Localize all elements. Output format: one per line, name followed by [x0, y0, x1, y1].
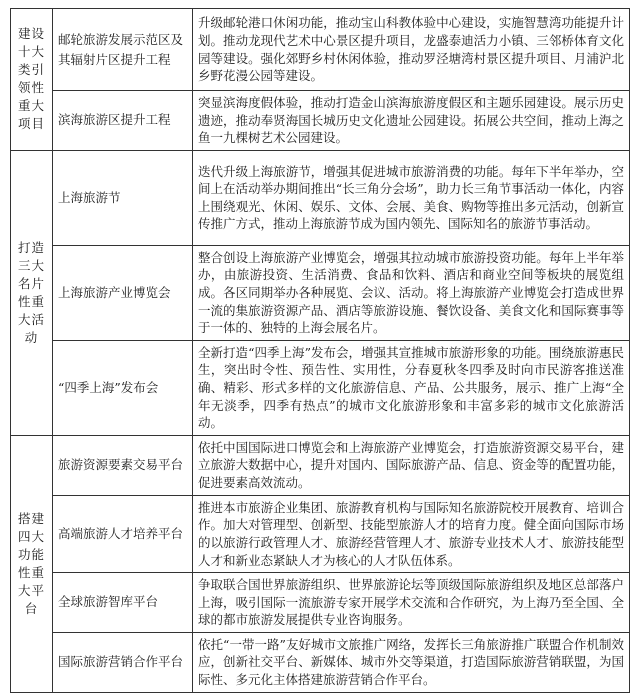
table-row [11, 435, 630, 495]
category-cell: 建设十大类引领性重大项目 [11, 9, 53, 151]
project-description-cell: 整合创设上海旅游产业博览会，增强其拉动城市旅游投资功能。每年上半年举办，由旅游投资、生活消费、食品和饮料、酒店和商业空间等板块的展览组成。各区同期举办各种展览、会议、活动。将上海旅游产业博览会打造成世界一流的集旅游资源产品、酒店等旅游设施、餐饮设备、美食文化和国际赛事等于一体的、独特的上海会展名片。 [193, 245, 630, 340]
project-description-cell: 升级邮轮港口休闲功能，推动宝山科教体验中心建设，实施智慧湾功能提升计划。推动龙现代艺术中心景区提升项目，龙盛泰迪活力小镇、三邻桥体育文化园等建设。强化郊野乡村休闲体验，推动罗泾塘湾村景区提升项目、月浦沪北乡野花漫公园等建设。 [193, 9, 630, 91]
table-row [11, 150, 630, 245]
project-name-cell: 上海旅游节 [53, 150, 193, 245]
project-description-cell: 全新打造“四季上海”发布会，增强其宣推城市旅游形象的功能。围绕旅游惠民生，突出时令性、预告性、实用性，分春夏秋冬四季及时向市民游客推送准确、精彩、形式多样的文化旅游信息、产品、公共服务，展示、推广上海“全年无淡季，四季有热点”的城市文化旅游形象和丰富多彩的城市文化旅游活动。 [193, 340, 630, 435]
project-name-cell: 旅游资源要素交易平台 [53, 435, 193, 495]
table-row [11, 495, 630, 572]
project-name-cell: 高端旅游人才培养平台 [53, 495, 193, 572]
project-name-cell: 国际旅游营销合作平台 [53, 632, 193, 692]
project-description-cell: 推进本市旅游企业集团、旅游教育机构与国际知名旅游院校开展教育、培训合作。加大对管理型、创新型、技能型旅游人才的培育力度。健全面向国际市场的以旅游行政管理人才、旅游经营管理人才、旅游专业技术人才、旅游技能型人才和新业态紧缺人才为核心的人才队伍体系。 [193, 495, 630, 572]
table-row [11, 632, 630, 692]
table-row [11, 573, 630, 633]
project-description-cell: 突显滨海度假体验，推动打造金山滨海旅游度假区和主题乐园建设。展示历史遗迹，推动奉贤海国长城历史文化遗址公园建设。拓展公共空间，推动上海之鱼一九棵树艺术公园建设。 [193, 91, 630, 151]
project-name-cell: 滨海旅游区提升工程 [53, 91, 193, 151]
table-row [11, 245, 630, 340]
table-row [11, 91, 630, 151]
project-name-cell: 邮轮旅游发展示范区及其辐射片区提升工程 [53, 9, 193, 91]
table-row [11, 9, 630, 91]
category-cell: 打造三大名片性重大活动 [11, 150, 53, 435]
project-description-cell: 迭代升级上海旅游节，增强其促进城市旅游消费的功能。每年下半年举办，空间上在活动举办期间推出“长三角分会场”，助力长三角节事活动一体化，内容上围绕观光、休闲、娱乐、文体、会展、美食、购物等推出多元活动，创新宣传推广方式，推动上海旅游节成为国内领先、国际知名的旅游节事活动。 [193, 150, 630, 245]
table-row [11, 340, 630, 435]
project-name-cell: “四季上海”发布会 [53, 340, 193, 435]
project-description-cell: 依托“一带一路”友好城市文旅推广网络，发挥长三角旅游推广联盟合作机制效应，创新社交平台、新媒体、城市外交等渠道，打造国际旅游营销联盟，为国际性、多元化主体搭建旅游营销合作平台。 [193, 632, 630, 692]
project-description-cell: 依托中国国际进口博览会和上海旅游产业博览会，打造旅游资源交易平台，建立旅游大数据中心，提升对国内、国际旅游产品、信息、资金等的配置功能，促进要素高效流动。 [193, 435, 630, 495]
project-name-cell: 上海旅游产业博览会 [53, 245, 193, 340]
project-description-cell: 争取联合国世界旅游组织、世界旅游论坛等顶级国际旅游组织及地区总部落户上海，吸引国际一流旅游专家开展学术交流和合作研究，为上海乃至全国、全球的都市旅游发展提供专业咨询服务。 [193, 573, 630, 633]
project-name-cell: 全球旅游智库平台 [53, 573, 193, 633]
category-cell: 搭建四大功能性重大平台 [11, 435, 53, 692]
planning-table [10, 8, 630, 693]
